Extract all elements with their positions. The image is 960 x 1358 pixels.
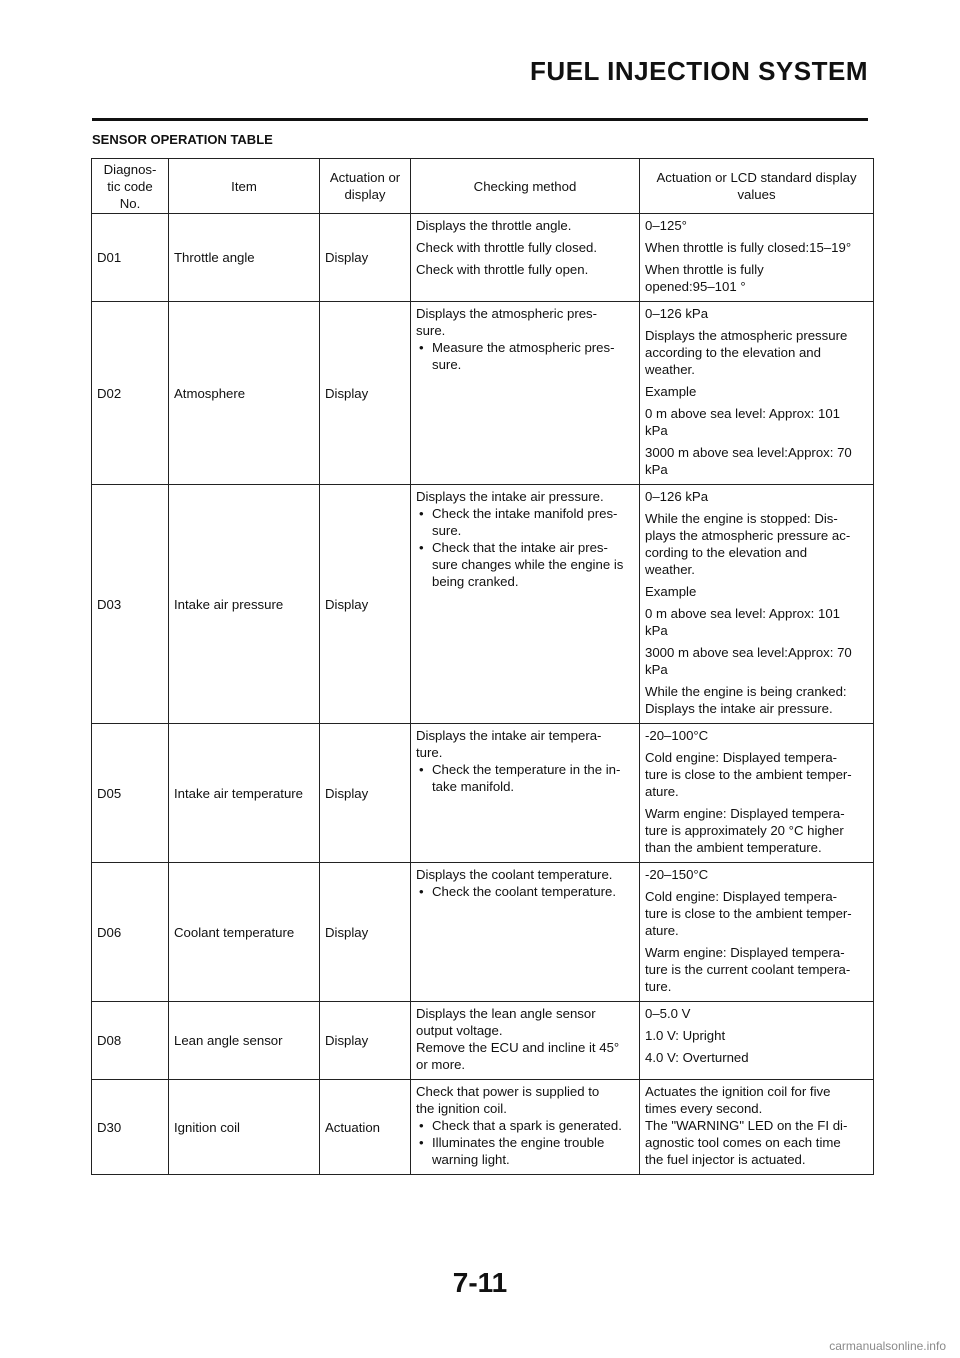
value-line: While the engine is stopped: Dis- plays the atmospheric pressure ac- cording to the elevation and weather.: [645, 511, 851, 577]
cell-standard-values: [640, 302, 874, 485]
header-standard-values: Actuation or LCD standard display values: [640, 159, 874, 214]
value-line: 0–125°: [645, 218, 687, 233]
cell-checking-method: [411, 1080, 640, 1175]
cell-standard-values: [640, 863, 874, 1002]
method-line: Displays the throttle angle.: [416, 218, 572, 233]
cell-checking-method: [411, 1002, 640, 1080]
cell-actuation: Display: [320, 724, 411, 863]
method-line: Displays the intake air pressure.: [416, 489, 604, 504]
cell-checking-method: [411, 214, 640, 302]
method-bullet: • Check the intake manifold pres- sure.: [416, 505, 634, 539]
value-line: 4.0 V: Overturned: [645, 1050, 749, 1065]
page-title: FUEL INJECTION SYSTEM: [530, 56, 868, 86]
cell-standard-values: [640, 1080, 874, 1175]
method-line: Displays the lean angle sensor output voltage.: [416, 1006, 596, 1038]
header-checking-method: Checking method: [411, 159, 640, 214]
section-title: SENSOR OPERATION TABLE: [92, 132, 273, 147]
cell-code: D06: [92, 863, 169, 1002]
value-line: When throttle is fully closed:15–19°: [645, 240, 852, 255]
table-row: [92, 1080, 874, 1175]
header-item: Item: [169, 159, 320, 214]
value-line: Example: [645, 384, 697, 399]
value-line: The "WARNING" LED on the FI di- agnostic tool comes on each time the fuel injector is actuated.: [645, 1118, 848, 1167]
value-line: Cold engine: Displayed tempera- ture is close to the ambient temper- ature.: [645, 889, 852, 938]
cell-item: Atmosphere: [169, 302, 320, 485]
method-bullet: • Check that the intake air pres- sure changes while the engine is being cranked.: [416, 539, 634, 590]
method-line: Check with throttle fully closed.: [416, 240, 598, 255]
value-line: Displays the atmospheric pressure according to the elevation and weather.: [645, 328, 848, 377]
value-line: 0–126 kPa: [645, 306, 709, 321]
value-line: Cold engine: Displayed tempera- ture is close to the ambient temper- ature.: [645, 750, 852, 799]
table-header-row: [92, 159, 874, 214]
method-bullet: • Illuminates the engine trouble warning light.: [416, 1134, 634, 1168]
table-row: [92, 863, 874, 1002]
sensor-operation-table: [91, 158, 874, 1175]
cell-actuation: Display: [320, 863, 411, 1002]
value-line: 3000 m above sea level:Approx: 70 kPa: [645, 445, 852, 477]
method-line: Remove the ECU and incline it 45° or more.: [416, 1040, 620, 1072]
table-row: [92, 724, 874, 863]
title-rule: [92, 118, 868, 121]
value-line: Actuates the ignition coil for five times every second.: [645, 1084, 831, 1116]
method-line: Check that power is supplied to the ignition coil.: [416, 1084, 600, 1116]
value-line: 0–5.0 V: [645, 1006, 691, 1021]
cell-code: D01: [92, 214, 169, 302]
cell-checking-method: [411, 863, 640, 1002]
method-line: Check with throttle fully open.: [416, 262, 589, 277]
method-line: Displays the coolant temperature.: [416, 867, 613, 882]
watermark: carmanualsonline.info: [829, 1339, 946, 1353]
cell-code: D30: [92, 1080, 169, 1175]
value-line: Example: [645, 584, 697, 599]
header-diagnostic-code: Diagnos- tic code No.: [92, 159, 169, 214]
cell-code: D03: [92, 485, 169, 724]
value-line: -20–100°C: [645, 728, 709, 743]
cell-item: Intake air temperature: [169, 724, 320, 863]
cell-standard-values: [640, 1002, 874, 1080]
method-bullet: • Check the temperature in the in- take manifold.: [416, 761, 634, 795]
method-line: Displays the atmospheric pres- sure.: [416, 306, 598, 338]
value-line: Warm engine: Displayed tempera- ture is the current coolant tempera- ture.: [645, 945, 851, 994]
value-line: Warm engine: Displayed tempera- ture is approximately 20 °C higher than the ambient temperature.: [645, 806, 845, 855]
value-line: When throttle is fully opened:95–101 °: [645, 262, 764, 294]
cell-standard-values: [640, 214, 874, 302]
method-bullet: • Check that a spark is generated.: [416, 1117, 634, 1134]
cell-item: Throttle angle: [169, 214, 320, 302]
table-row: [92, 1002, 874, 1080]
cell-item: Intake air pressure: [169, 485, 320, 724]
cell-standard-values: [640, 724, 874, 863]
cell-code: D02: [92, 302, 169, 485]
table-row: [92, 214, 874, 302]
value-line: 0–126 kPa: [645, 489, 709, 504]
cell-checking-method: [411, 724, 640, 863]
cell-checking-method: [411, 485, 640, 724]
value-line: -20–150°C: [645, 867, 709, 882]
page-number: 7-11: [452, 1267, 508, 1298]
header-actuation: Actuation or display: [320, 159, 411, 214]
cell-code: D05: [92, 724, 169, 863]
cell-actuation: Display: [320, 485, 411, 724]
cell-item: Lean angle sensor: [169, 1002, 320, 1080]
value-line: While the engine is being cranked: Displays the intake air pressure.: [645, 684, 847, 716]
cell-standard-values: [640, 485, 874, 724]
value-line: 3000 m above sea level:Approx: 70 kPa: [645, 645, 852, 677]
cell-item: Ignition coil: [169, 1080, 320, 1175]
table-row: [92, 485, 874, 724]
value-line: 0 m above sea level: Approx: 101 kPa: [645, 406, 841, 438]
value-line: 0 m above sea level: Approx: 101 kPa: [645, 606, 841, 638]
method-line: Displays the intake air tempera- ture.: [416, 728, 602, 760]
cell-actuation: Display: [320, 302, 411, 485]
cell-actuation: Actuation: [320, 1080, 411, 1175]
method-bullet: • Check the coolant temperature.: [416, 883, 634, 900]
cell-actuation: Display: [320, 1002, 411, 1080]
method-bullet: • Measure the atmospheric pres- sure.: [416, 339, 634, 373]
cell-actuation: Display: [320, 214, 411, 302]
cell-item: Coolant temperature: [169, 863, 320, 1002]
cell-code: D08: [92, 1002, 169, 1080]
value-line: 1.0 V: Upright: [645, 1028, 726, 1043]
table-row: [92, 302, 874, 485]
cell-checking-method: [411, 302, 640, 485]
